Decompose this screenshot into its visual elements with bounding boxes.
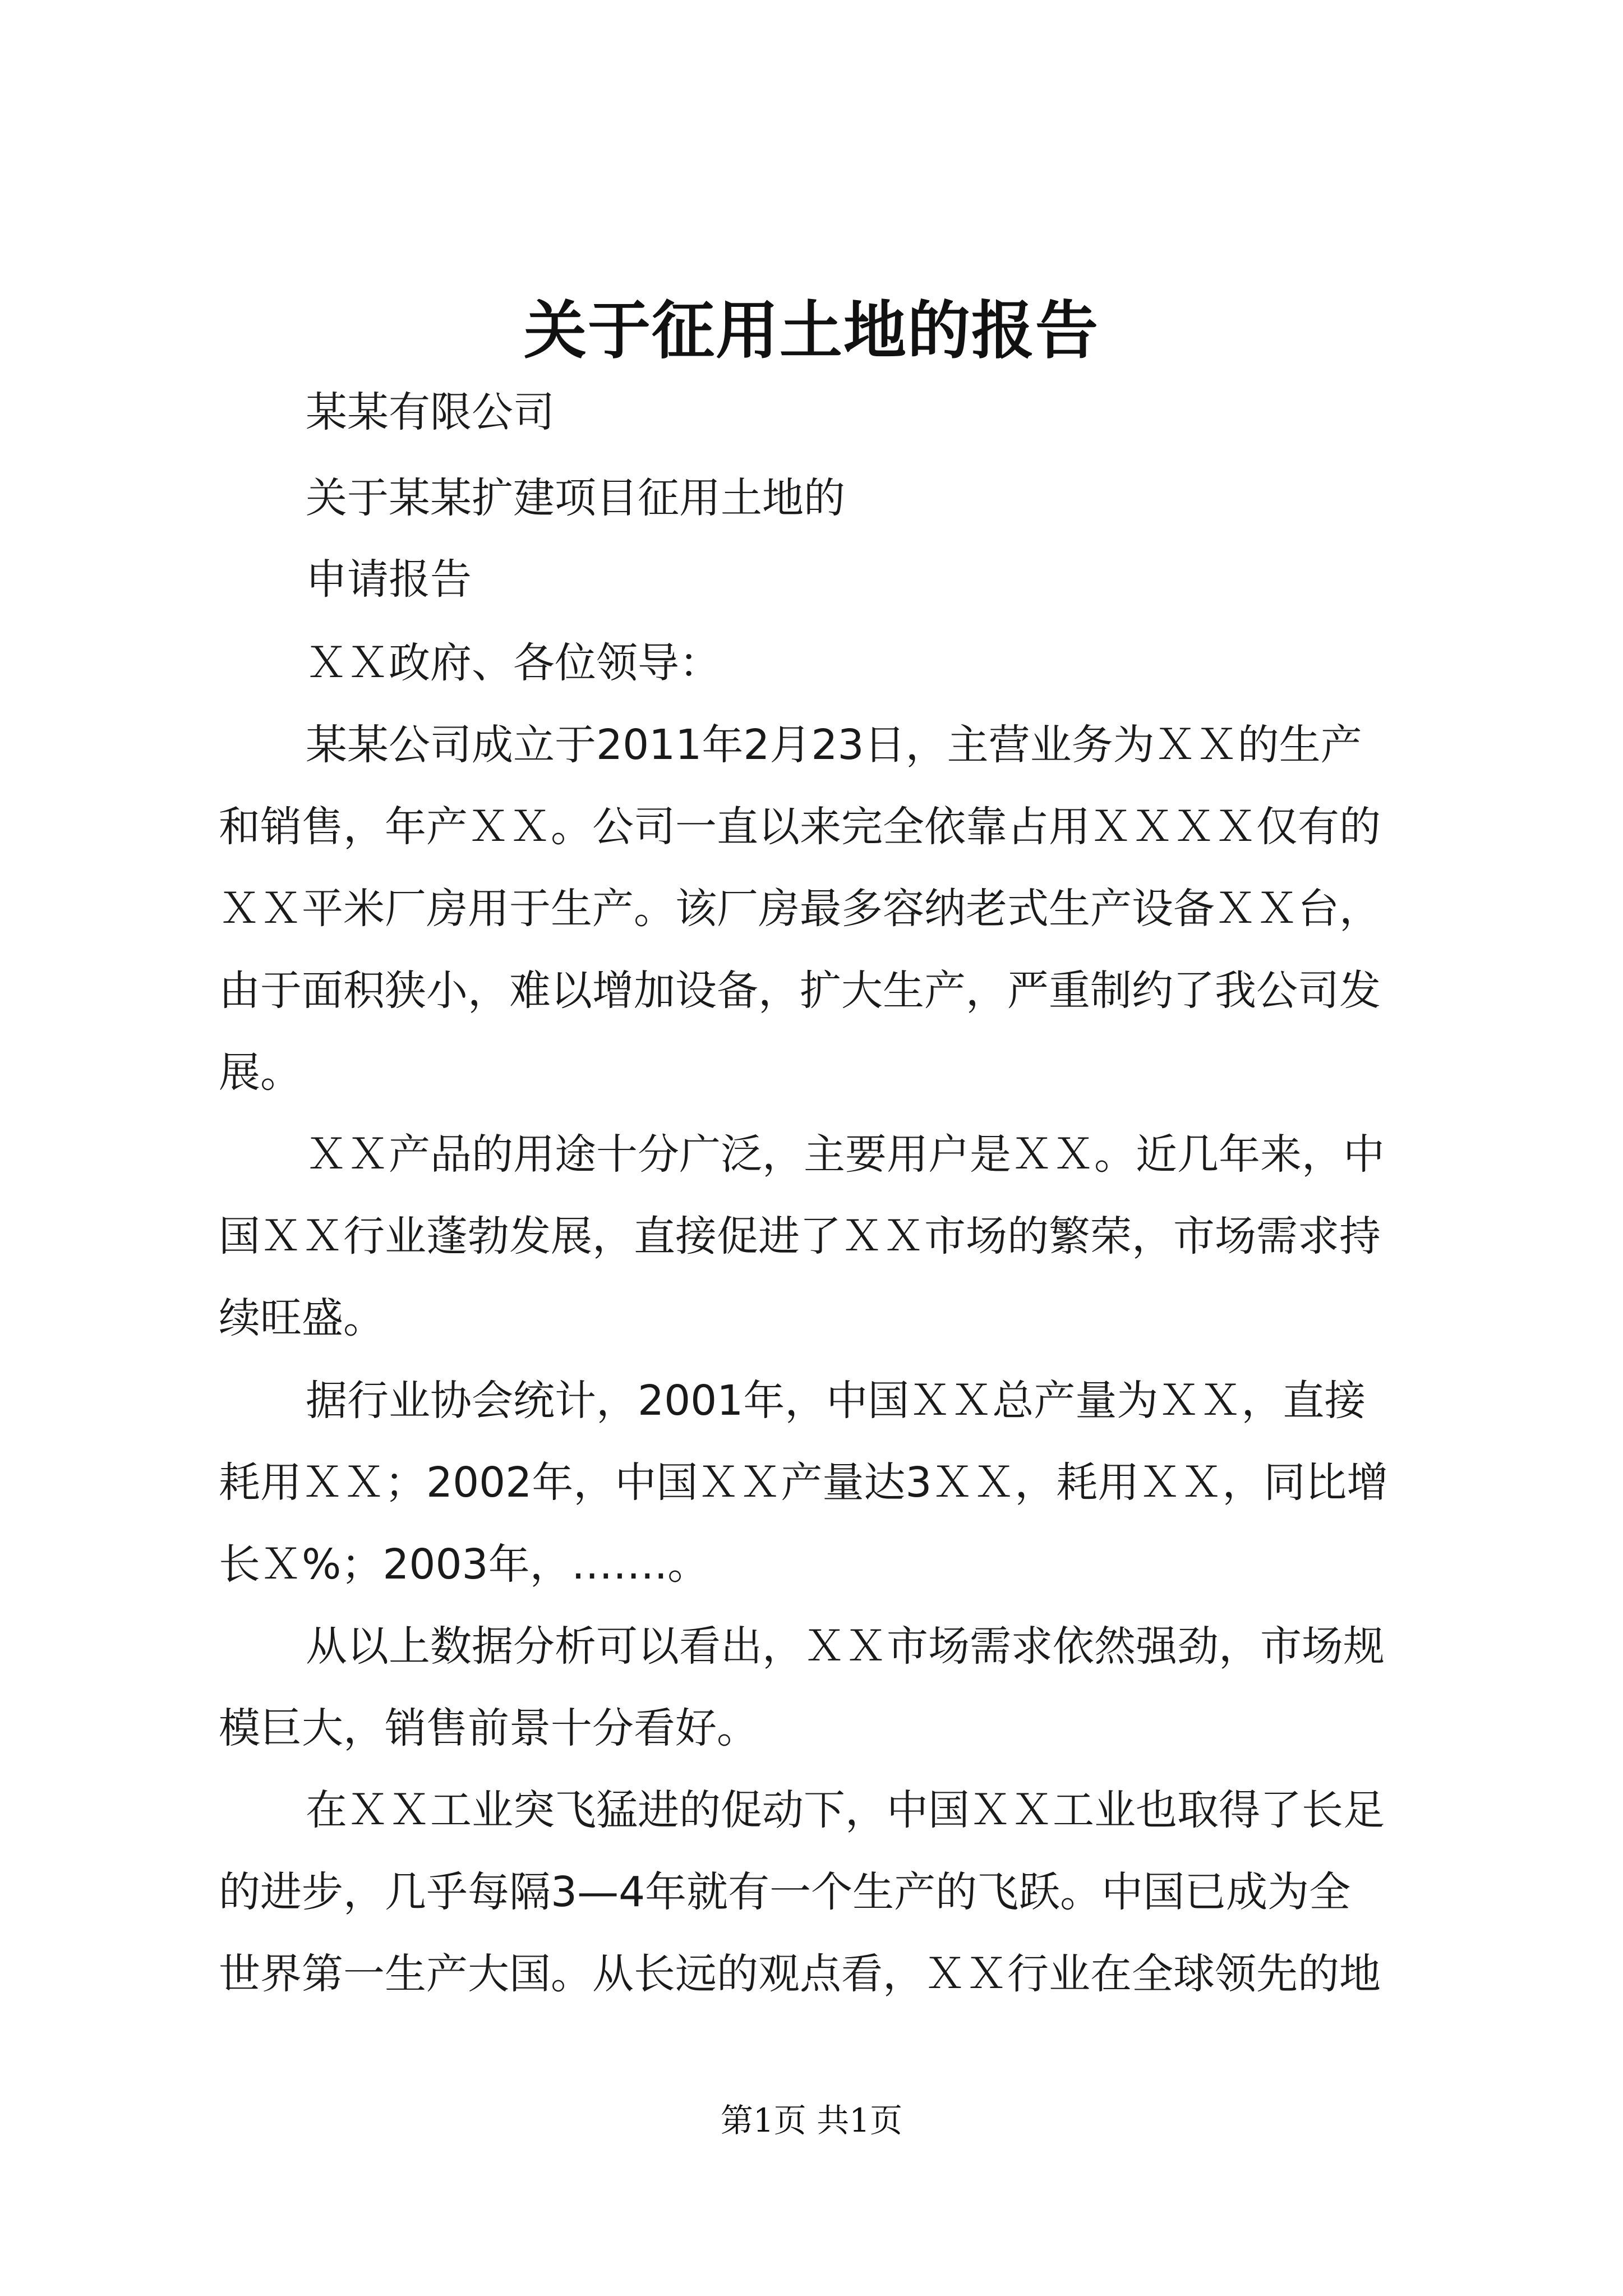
- paragraph-3-line-1: 据行业协会统计，2001年，中国ＸＸ总产量为ＸＸ，直接: [306, 1377, 1366, 1425]
- document-title: 关于征用土地的报告: [524, 294, 1099, 367]
- paragraph-2-line-1: ＸＸ产品的用途十分广泛，主要用户是ＸＸ。近几年来，中: [306, 1130, 1385, 1179]
- paragraph-3-line-2: 耗用ＸＸ；2002年，中国ＸＸ产量达3ＸＸ，耗用ＸＸ，同比增: [219, 1458, 1389, 1507]
- paragraph-1-line-4: 由于面积狭小，难以增加设备，扩大生产，严重制约了我公司发: [219, 967, 1381, 1015]
- paragraph-4-line-2: 模巨大，销售前景十分看好。: [219, 1704, 758, 1752]
- paragraph-1-line-1: 某某公司成立于2011年2月23日，主营业务为ＸＸ的生产: [306, 721, 1362, 769]
- page-footer: 第1页 共1页: [720, 2101, 903, 2139]
- company-name: 某某有限公司: [306, 388, 555, 436]
- paragraph-1-line-5: 展。: [219, 1048, 302, 1097]
- subject-line-2: 申请报告: [306, 555, 472, 604]
- paragraph-1-line-3: ＸＸ平米厂房用于生产。该厂房最多容纳老式生产设备ＸＸ台，: [219, 885, 1381, 933]
- paragraph-5-line-2: 的进步，几乎每隔3—4年就有一个生产的飞跃。中国已成为全: [219, 1868, 1351, 1916]
- paragraph-3-line-3: 长Ｘ%；2003年，…….。: [219, 1540, 709, 1589]
- subject-line-1: 关于某某扩建项目征用土地的: [306, 474, 845, 522]
- salutation: ＸＸ政府、各位领导：: [306, 639, 721, 687]
- paragraph-2-line-2: 国ＸＸ行业蓬勃发展，直接促进了ＸＸ市场的繁荣，市场需求持: [219, 1212, 1381, 1260]
- paragraph-1-line-2: 和销售，年产ＸＸ。公司一直以来完全依靠占用ＸＸＸＸ仅有的: [219, 803, 1381, 851]
- paragraph-5-line-1: 在ＸＸ工业突飞猛进的促动下，中国ＸＸ工业也取得了长足: [306, 1786, 1385, 1834]
- paragraph-2-line-3: 续旺盛。: [219, 1294, 385, 1342]
- paragraph-5-line-3: 世界第一生产大国。从长远的观点看，ＸＸ行业在全球领先的地: [219, 1950, 1381, 1998]
- paragraph-4-line-1: 从以上数据分析可以看出，ＸＸ市场需求依然强劲，市场规: [306, 1622, 1385, 1671]
